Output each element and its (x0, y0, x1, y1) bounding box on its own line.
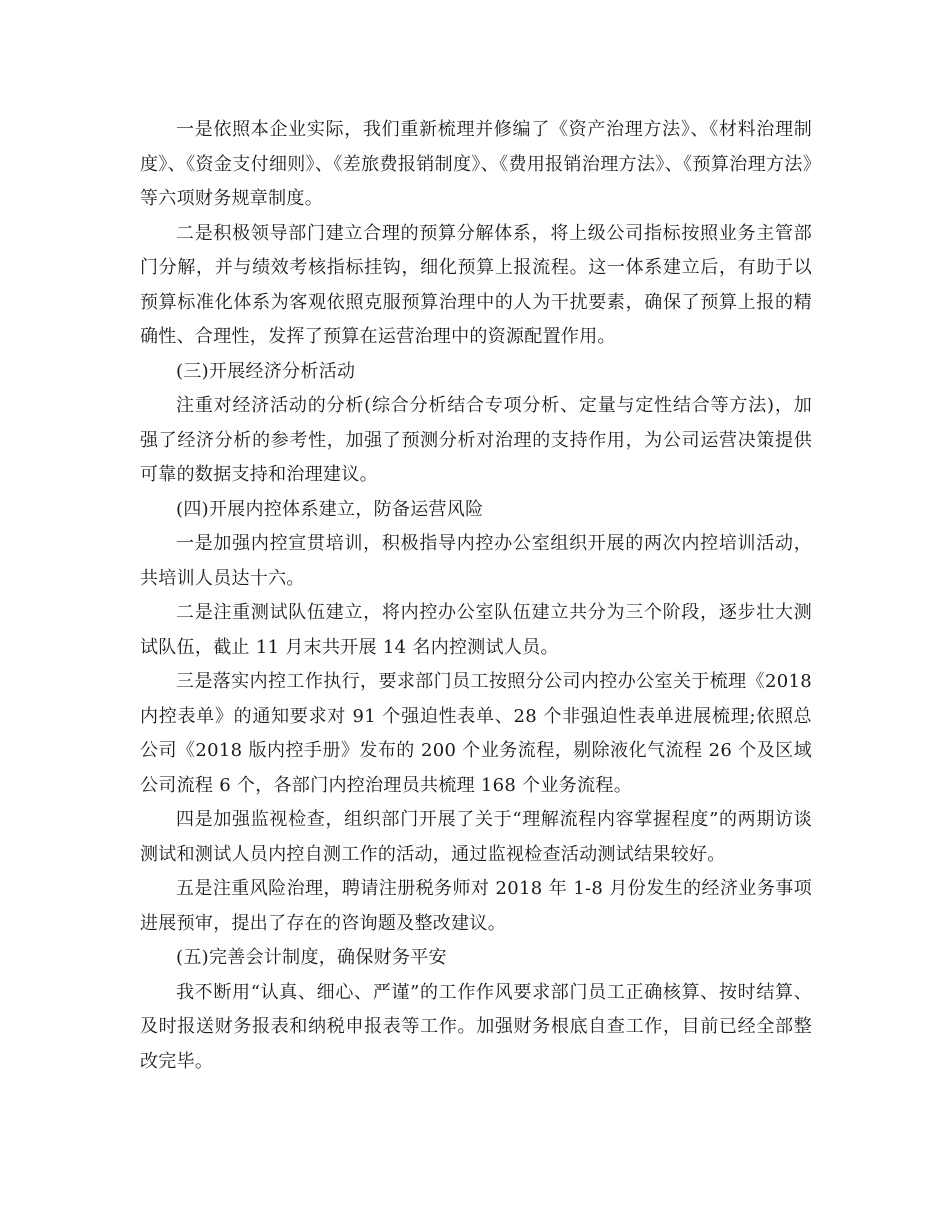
paragraph-economic-analysis: 注重对经济活动的分析(综合分析结合专项分析、定量与定性结合等方法)，加强了经济分析的参考性，加强了预测分析对治理的支持作用，为公司运营决策提供可靠的数据支持和治理建议。 (140, 395, 812, 485)
paragraph-asset-rules: 一是依照本企业实际，我们重新梳理并修编了《资产治理方法》、《材料治理制度》、《资金支付细则》、《差旅费报销制度》、《费用报销治理方法》、《预算治理方法》等六项财务规章制度。 (140, 119, 812, 209)
paragraph-accounting-work: 我不断用“认真、细心、严谨”的工作作风要求部门员工正确核算、按时结算、及时报送财务报表和纳税申报表等工作。加强财务根底自查工作，目前已经全部整改完毕。 (140, 981, 812, 1072)
paragraph-risk-management: 五是注重风险治理，聘请注册税务师对 2018 年 1-8 月份发生的经济业务事项进展预审，提出了存在的咨询题及整改建议。 (140, 878, 812, 934)
paragraph-test-team: 二是注重测试队伍建立，将内控办公室队伍建立共分为三个阶段，逐步壮大测试队伍，截止 11 月末共开展 14 名内控测试人员。 (140, 602, 812, 658)
paragraph-budget-system: 二是积极领导部门建立合理的预算分解体系，将上级公司指标按照业务主管部门分解，并与绩效考核指标挂钩，细化预算上报流程。这一体系建立后，有助于以预算标准化体系为客观依照克服预算治理中的人为干扰要素，确保了预算上报的精确性、合理性，发挥了预算在运营治理中的资源配置作用。 (140, 222, 812, 347)
section-heading-accounting-system: (五)完善会计制度，确保财务平安 (176, 947, 447, 968)
section-heading-economic-analysis: (三)开展经济分析活动 (176, 360, 356, 382)
paragraph-supervision-check: 四是加强监视检查，组织部门开展了关于“理解流程内容掌握程度”的两期访谈测试和测试人员内控自测工作的活动，通过监视检查活动测试结果较好。 (140, 809, 812, 865)
paragraph-control-execution: 三是落实内控工作执行，要求部门员工按照分公司内控办公室关于梳理《2018 内控表单》的通知要求对 91 个强迫性表单、28 个非强迫性表单进展梳理;依照总公司《2018 版内控手册》发布的 200 个业务流程，剔除液化气流程 26 个及区域公司流程 6 个，各部门内控治理员共梳理 168 个业务流程。 (140, 671, 812, 796)
paragraph-control-training: 一是加强内控宣贯培训，积极指导内控办公室组织开展的两次内控培训活动，共培训人员达十六。 (140, 533, 812, 589)
section-heading-internal-control: (四)开展内控体系建立，防备运营风险 (176, 498, 484, 520)
document-page (140, 113, 812, 1079)
